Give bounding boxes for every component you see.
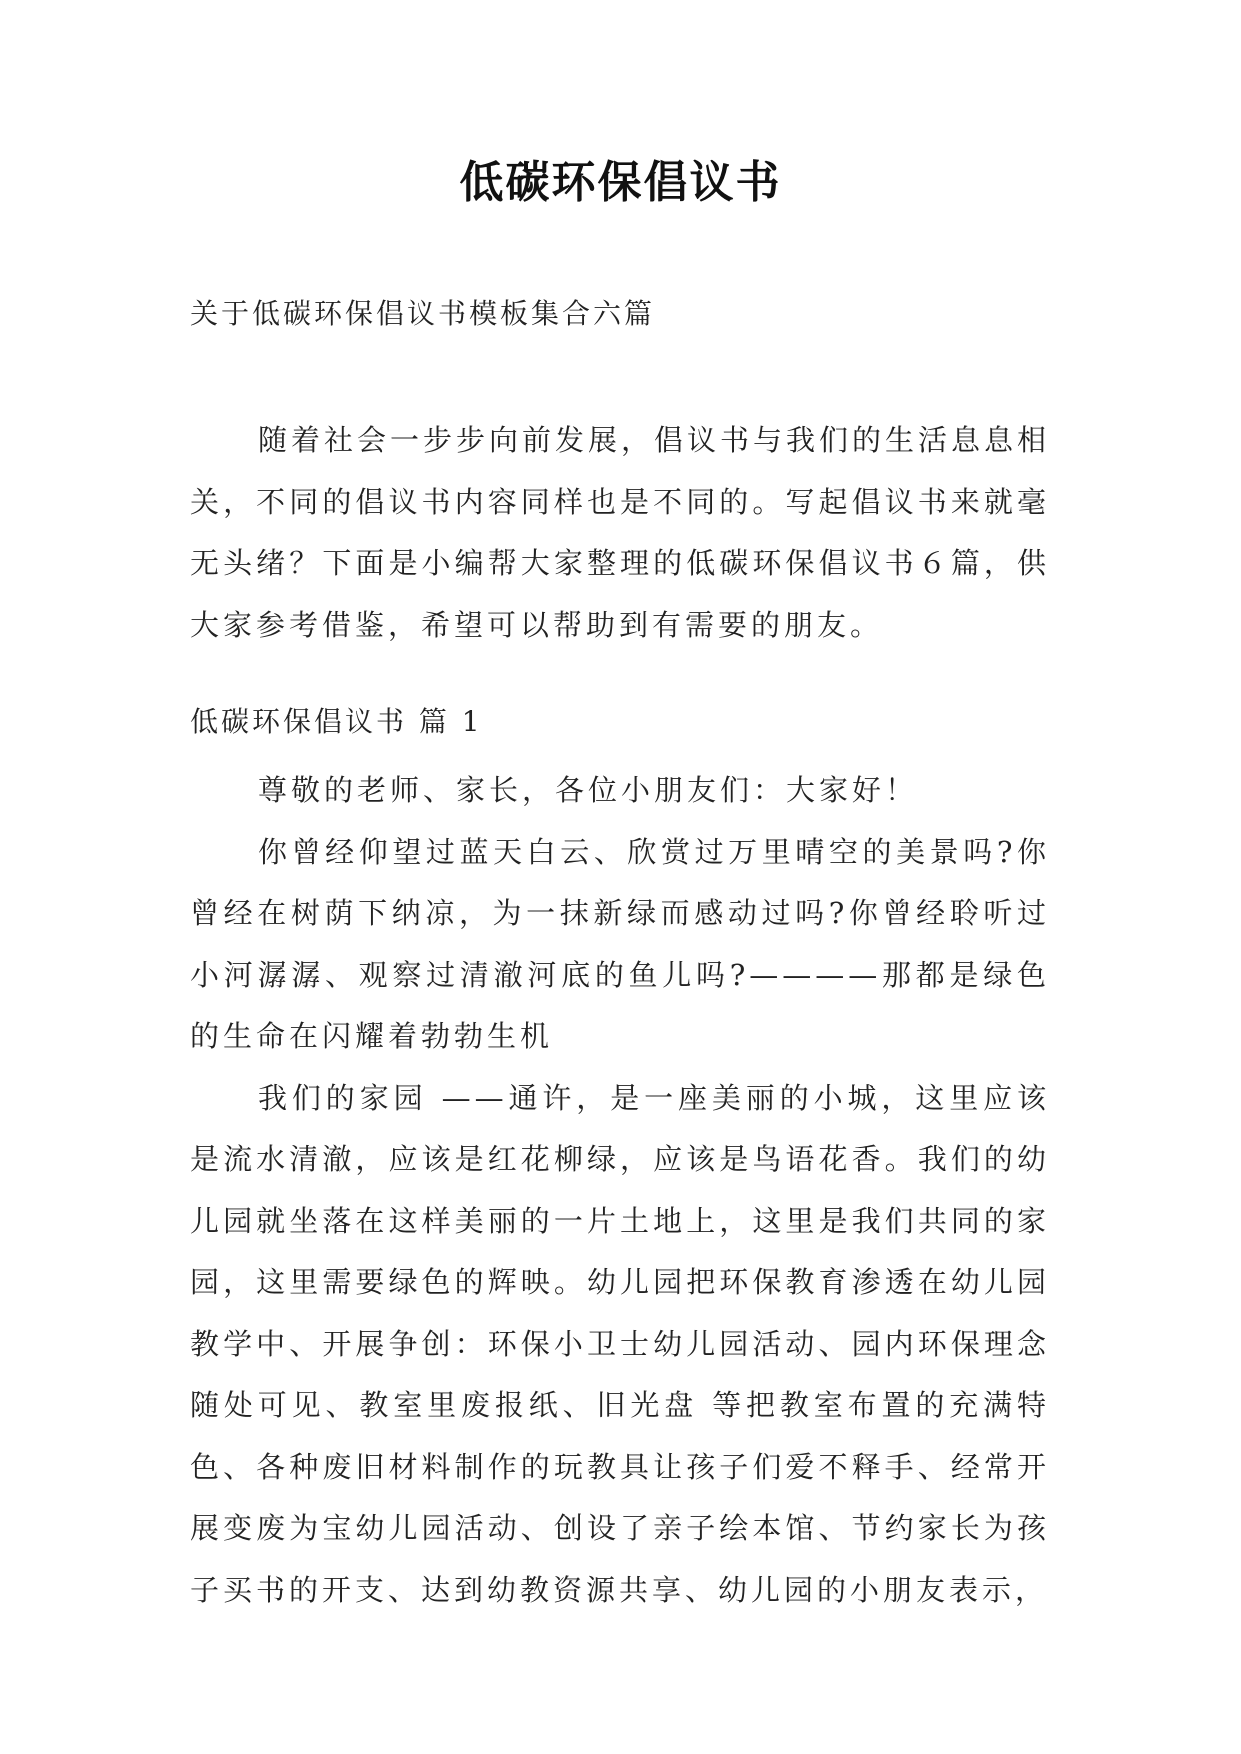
body-paragraph: 我们的家园 ——通许，是一座美丽的小城，这里应该是流水清澈，应该是红花柳绿，应该是鸟语花香。我们的幼儿园就坐落在这样美丽的一片土地上，这里是我们共同的家园，这里需要绿色的辉映。幼儿园把环保教育渗透在幼儿园教学中、开展争创：环保小卫士幼儿园活动、园内环保理念随处可见、教室里废报纸、旧光盘 等把教室布置的充满特色、各种废旧材料制作的玩教具让孩子们爱不释手、经常开展变废为宝幼儿园活动、创设了亲子绘本馆、节约家长为孩子买书的开支、达到幼教资源共享、幼儿园的小朋友表示， bbox=[190, 1080, 1050, 1607]
body-paragraph: 你曾经仰望过蓝天白云、欣赏过万里晴空的美景吗?你曾经在树荫下纳凉，为一抹新绿而感动过吗?你曾经聆听过小河潺潺、观察过清澈河底的鱼儿吗?————那都是绿色的生命在闪耀着勃勃生机 bbox=[190, 834, 1050, 1053]
letter-body bbox=[190, 760, 1050, 1621]
section-heading: 低碳环保倡议书 篇 1 bbox=[190, 705, 483, 738]
document-subtitle: 关于低碳环保倡议书模板集合六篇 bbox=[190, 297, 656, 330]
document-title: 低碳环保倡议书 bbox=[459, 157, 782, 208]
intro-paragraph: 随着社会一步步向前发展，倡议书与我们的生活息息相关，不同的倡议书内容同样也是不同的。写起倡议书来就毫无头绪？下面是小编帮大家整理的低碳环保倡议书６篇，供大家参考借鉴，希望可以帮助到有需要的朋友。 bbox=[190, 423, 1051, 642]
greeting-paragraph: 尊敬的老师、家长，各位小朋友们：大家好！ bbox=[258, 773, 919, 807]
